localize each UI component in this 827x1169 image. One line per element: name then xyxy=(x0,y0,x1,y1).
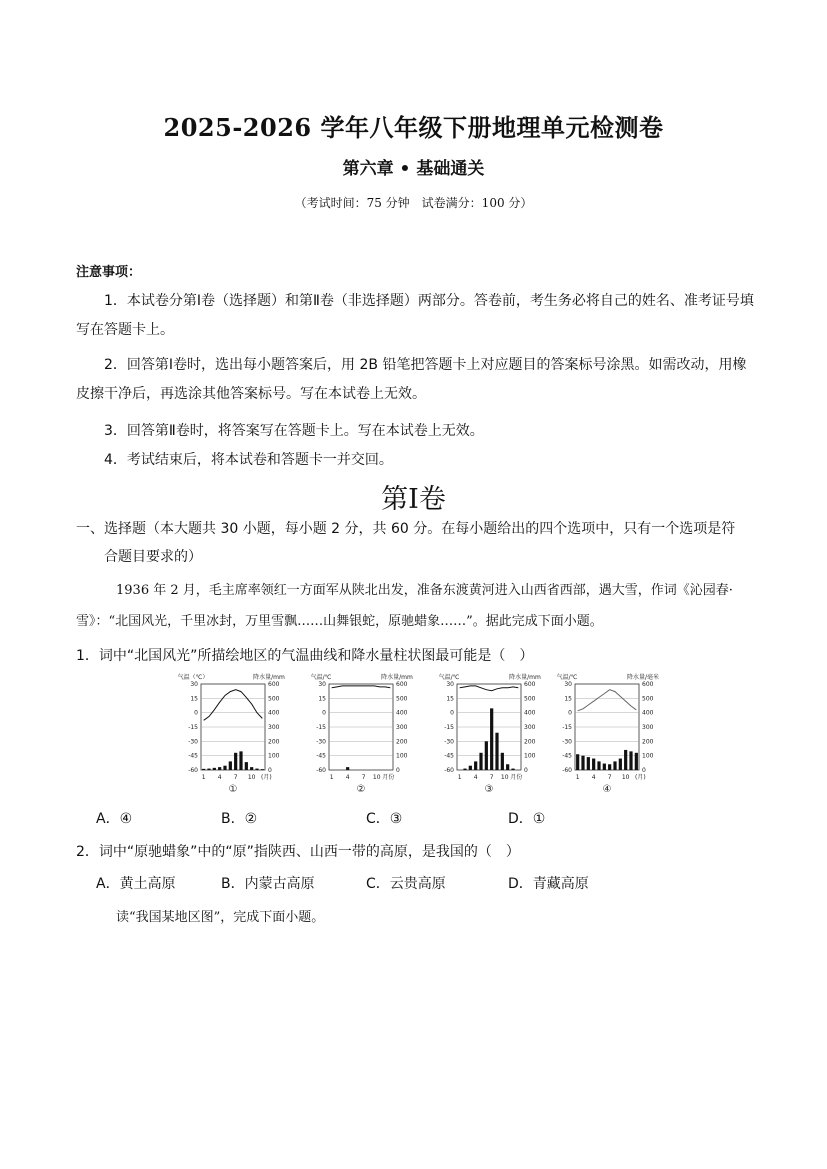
chart-4-precip-bar-m7 xyxy=(608,764,611,770)
chart-4-precip-tick: 100 xyxy=(642,752,654,760)
section-title: 第Ⅰ卷 xyxy=(381,484,446,515)
chart-1-temp-tick: -45 xyxy=(188,752,198,760)
chart-2-temp-tick: -30 xyxy=(316,738,326,746)
chart-3-month-tick: 7 xyxy=(489,774,494,781)
chart-4-precip-tick: 500 xyxy=(642,695,654,703)
section-description-line-1: 一、选择题（本大题共 30 小题，每小题 2 分，共 60 分。在每小题给出的四个选项中，只有一个选项是符 xyxy=(76,521,736,537)
chart-2-temp-tick: -60 xyxy=(316,767,326,774)
chart-1-precip-bar-m11 xyxy=(255,769,258,770)
chart-4-temp-curve xyxy=(578,690,637,711)
question-1-stem: 1．词中“北国风光”所描绘地区的气温曲线和降水量柱状图最可能是（ ） xyxy=(76,648,534,664)
chart-1-precip-bar-m3 xyxy=(213,768,216,770)
next-reading-lead: 读“我国某地区图”，完成下面小题。 xyxy=(116,910,325,925)
note-item-2: 2．回答第Ⅰ卷时，选出每小题答案后，用 2B 铅笔把答题卡上对应题目的答案标号涂黑。如需改动，用橡皮擦干净后，再选涂其他答案标号。写在本试卷上无效。 xyxy=(76,357,747,402)
chart-1-precip-bar-m4 xyxy=(218,767,221,770)
chart-2-precip-tick: 300 xyxy=(396,724,408,731)
chart-4-month-tick: 1 xyxy=(575,774,580,781)
chart-3-precip-bar-m11 xyxy=(511,769,514,770)
chart-4-precip-bar-m9 xyxy=(619,759,622,770)
chart-4-temp-tick: 15 xyxy=(564,695,572,703)
chart-1-temp-axis-label: 气温（℃） xyxy=(177,674,209,681)
chart-3-precip-bar-m5 xyxy=(479,753,482,770)
chart-3-temp-axis-label: 气温/℃ xyxy=(438,674,460,681)
chart-4-precip-bar-m3 xyxy=(587,757,590,770)
chart-4-precip-bar-m10 xyxy=(624,750,627,770)
chart-2-temp-tick: -45 xyxy=(316,752,326,760)
chart-2-precip-axis-label: 降水量/mm xyxy=(381,674,413,681)
chart-2-month-tick: 4 xyxy=(345,774,350,781)
notes-heading: 注意事项： xyxy=(76,265,142,280)
chart-2-temp-tick: 15 xyxy=(318,695,326,703)
chart-1-precip-tick: 200 xyxy=(268,738,280,746)
chart-1-precip-tick: 0 xyxy=(268,767,272,774)
chart-1-temp-tick: 15 xyxy=(190,695,198,703)
chart-4-precip-tick: 300 xyxy=(642,724,654,731)
chart-4-precip-tick: 600 xyxy=(642,681,654,688)
chart-1-temp-tick: 30 xyxy=(190,681,198,688)
q1-option-c[interactable]: C．③ xyxy=(366,811,403,827)
note-item-1: 1．本试卷分第Ⅰ卷（选择题）和第Ⅱ卷（非选择题）两部分。答卷前，考生务必将自己的姓名、准考证号填写在答题卡上。 xyxy=(76,293,754,338)
climate-charts xyxy=(175,670,660,800)
chart-1-precip-tick: 600 xyxy=(268,681,280,688)
q1-option-b[interactable]: B．② xyxy=(221,811,258,827)
chart-1-temp-curve xyxy=(204,690,263,721)
chart-3-temp-tick: -45 xyxy=(444,752,454,760)
chart-3-precip-tick: 300 xyxy=(524,724,536,731)
chart-4-month-tick: 4 xyxy=(591,774,596,781)
chart-1-month-tick: 10 xyxy=(247,774,256,781)
chart-2-temp-tick: -15 xyxy=(316,724,326,731)
chart-4-temp-tick: -45 xyxy=(562,752,572,760)
question-2-stem: 2．词中“原驰蜡象”中的“原”指陕西、山西一带的高原，是我国的（ ） xyxy=(76,844,520,860)
exam-meta: （考试时间：75 分钟 试卷满分：100 分） xyxy=(294,196,533,210)
chart-4-temp-tick: 30 xyxy=(564,681,572,688)
chart-2-precip-tick: 100 xyxy=(396,752,408,760)
chart-1-precip-tick: 400 xyxy=(268,709,280,717)
chart-3-precip-bar-m3 xyxy=(469,766,472,770)
chart-2-month-tick: 7 xyxy=(361,774,366,781)
chart-1-caption: ① xyxy=(228,784,238,795)
chart-2-temp-tick: 30 xyxy=(318,681,326,688)
chart-3-precip-tick: 600 xyxy=(524,681,536,688)
chart-3-temp-tick: -30 xyxy=(444,738,454,746)
reading-passage: 1936 年 2 月，毛主席率领红一方面军从陕北出发，准备东渡黄河进入山西省西部，遇大雪，作词《沁园春·雪》：“北国风光，千里冰封，万里雪飘……山舞银蛇，原驰蜡象……”。据此完成下面小题。 xyxy=(76,583,733,629)
chart-3-precip-tick: 500 xyxy=(524,695,536,703)
chart-2-temp-tick: 0 xyxy=(322,709,326,717)
chart-4-caption: ④ xyxy=(602,784,612,795)
chart-4-precip-bar-m1 xyxy=(576,754,579,770)
chart-1-precip-tick: 500 xyxy=(268,695,280,703)
chart-4-precip-bar-m6 xyxy=(603,764,606,770)
chart-1-temp-tick: -15 xyxy=(188,724,198,731)
chart-4-temp-tick: -30 xyxy=(562,738,572,746)
chart-4-precip-bar-m11 xyxy=(629,751,632,770)
chart-1-precip-bar-m2 xyxy=(207,769,210,770)
chart-3-precip-bar-m4 xyxy=(474,761,477,770)
chart-3-precip-bar-m2 xyxy=(463,769,466,770)
chart-2-precip-tick: 0 xyxy=(396,767,400,774)
chart-4-temp-axis-label: 气温/℃ xyxy=(556,674,578,681)
chart-4-precip-tick: 400 xyxy=(642,709,654,717)
chart-2-month-tick: 10 月份 xyxy=(372,774,395,781)
chart-3-precip-bar-m10 xyxy=(506,764,509,770)
chart-1-precip-bar-m10 xyxy=(250,767,253,770)
chart-1-precip-bar-m12 xyxy=(261,769,264,770)
chart-3-temp-tick: -60 xyxy=(444,767,454,774)
chart-4-precip-tick: 0 xyxy=(642,767,646,774)
chart-2-caption: ② xyxy=(356,784,366,795)
chart-1-precip-bar-m5 xyxy=(223,766,226,770)
chart-3-temp-tick: 15 xyxy=(446,695,454,703)
q1-option-a[interactable]: A．④ xyxy=(96,811,133,827)
q2-option-d[interactable]: D．青藏高原 xyxy=(508,876,589,892)
chart-2-month-tick: 1 xyxy=(329,774,334,781)
chart-4-month-tick: (月) xyxy=(634,774,646,781)
chart-3-month-tick: 4 xyxy=(473,774,478,781)
chart-1-temp-tick: -60 xyxy=(188,767,198,774)
chart-2-precip-tick: 500 xyxy=(396,695,408,703)
chart-1-precip-bar-m8 xyxy=(239,751,242,770)
chart-1-precip-bar-m7 xyxy=(234,753,237,770)
chart-3-month-tick: 1 xyxy=(457,774,462,781)
chart-4-precip-bar-m2 xyxy=(581,756,584,770)
chart-4-temp-tick: -60 xyxy=(562,767,572,774)
q2-option-b[interactable]: B．内蒙古高原 xyxy=(221,876,315,892)
section-description xyxy=(76,515,756,571)
chart-1-temp-tick: 0 xyxy=(194,709,198,717)
chart-3-precip-tick: 400 xyxy=(524,709,536,717)
chart-1-precip-bar-m9 xyxy=(245,762,248,770)
chart-4-precip-bar-m4 xyxy=(592,759,595,770)
chart-1-precip-tick: 100 xyxy=(268,752,280,760)
section-description-line-2: 合题目要求的） xyxy=(104,549,202,565)
chart-3-precip-tick: 100 xyxy=(524,752,536,760)
chart-4-month-tick: 10 xyxy=(621,774,630,781)
chart-3-temp-tick: -15 xyxy=(444,724,454,731)
exam-title: 2025-2026 学年八年级下册地理单元检测卷 xyxy=(163,113,664,142)
chart-4-precip-bar-m8 xyxy=(613,761,616,770)
chart-1-precip-bar-m1 xyxy=(202,769,205,770)
chart-4-temp-tick: -15 xyxy=(562,724,572,731)
chart-1-precip-tick: 300 xyxy=(268,724,280,731)
chart-1-month-tick: 1 xyxy=(201,774,206,781)
chart-3-precip-tick: 200 xyxy=(524,738,536,746)
chart-1-month-tick: 4 xyxy=(217,774,222,781)
chart-1-precip-axis-label: 降水量/mm xyxy=(253,674,285,681)
chart-4-precip-tick: 200 xyxy=(642,738,654,746)
chart-1-month-tick: 7 xyxy=(233,774,238,781)
chart-3-precip-bar-m9 xyxy=(501,753,504,770)
chart-4-precip-bar-m12 xyxy=(635,753,638,770)
chart-1-precip-bar-m6 xyxy=(229,761,232,770)
chart-2-temp-axis-label: 气温/℃ xyxy=(310,674,332,681)
chart-4-precip-axis-label: 降水量/毫米 xyxy=(626,674,660,681)
chart-2-precip-tick: 400 xyxy=(396,709,408,717)
chart-2-precip-tick: 200 xyxy=(396,738,408,746)
note-item-4: 4．考试结束后，将本试卷和答题卡一并交回。 xyxy=(104,452,393,468)
note-item-3: 3．回答第Ⅱ卷时，将答案写在答题卡上。写在本试卷上无效。 xyxy=(104,423,484,439)
q2-option-c[interactable]: C．云贵高原 xyxy=(366,876,446,892)
chart-2-temp-curve xyxy=(332,686,391,688)
chart-3-precip-axis-label: 降水量/mm xyxy=(509,674,541,681)
chart-2-precip-bar-m4 xyxy=(346,767,349,770)
chart-2-precip-tick: 600 xyxy=(396,681,408,688)
q2-option-a[interactable]: A．黄土高原 xyxy=(96,876,176,892)
chart-3-temp-tick: 0 xyxy=(450,709,454,717)
chart-3-month-tick: 10 月份 xyxy=(500,774,523,781)
chart-3-temp-tick: 30 xyxy=(446,681,454,688)
chart-4-precip-bar-m5 xyxy=(597,761,600,770)
chart-1-temp-tick: -30 xyxy=(188,738,198,746)
chart-3-precip-bar-m7 xyxy=(490,708,493,770)
chart-4-month-tick: 7 xyxy=(607,774,612,781)
chart-4-temp-tick: 0 xyxy=(568,709,572,717)
chart-3-temp-curve xyxy=(460,686,519,691)
q1-option-d[interactable]: D．① xyxy=(508,811,546,827)
chart-3-precip-bar-m8 xyxy=(495,733,498,770)
chart-3-precip-tick: 0 xyxy=(524,767,528,774)
chart-1-month-tick: (月) xyxy=(260,774,272,781)
chart-3-precip-bar-m6 xyxy=(485,741,488,770)
exam-subtitle: 第六章 • 基础通关 xyxy=(342,159,485,179)
chart-3-caption: ③ xyxy=(484,784,494,795)
